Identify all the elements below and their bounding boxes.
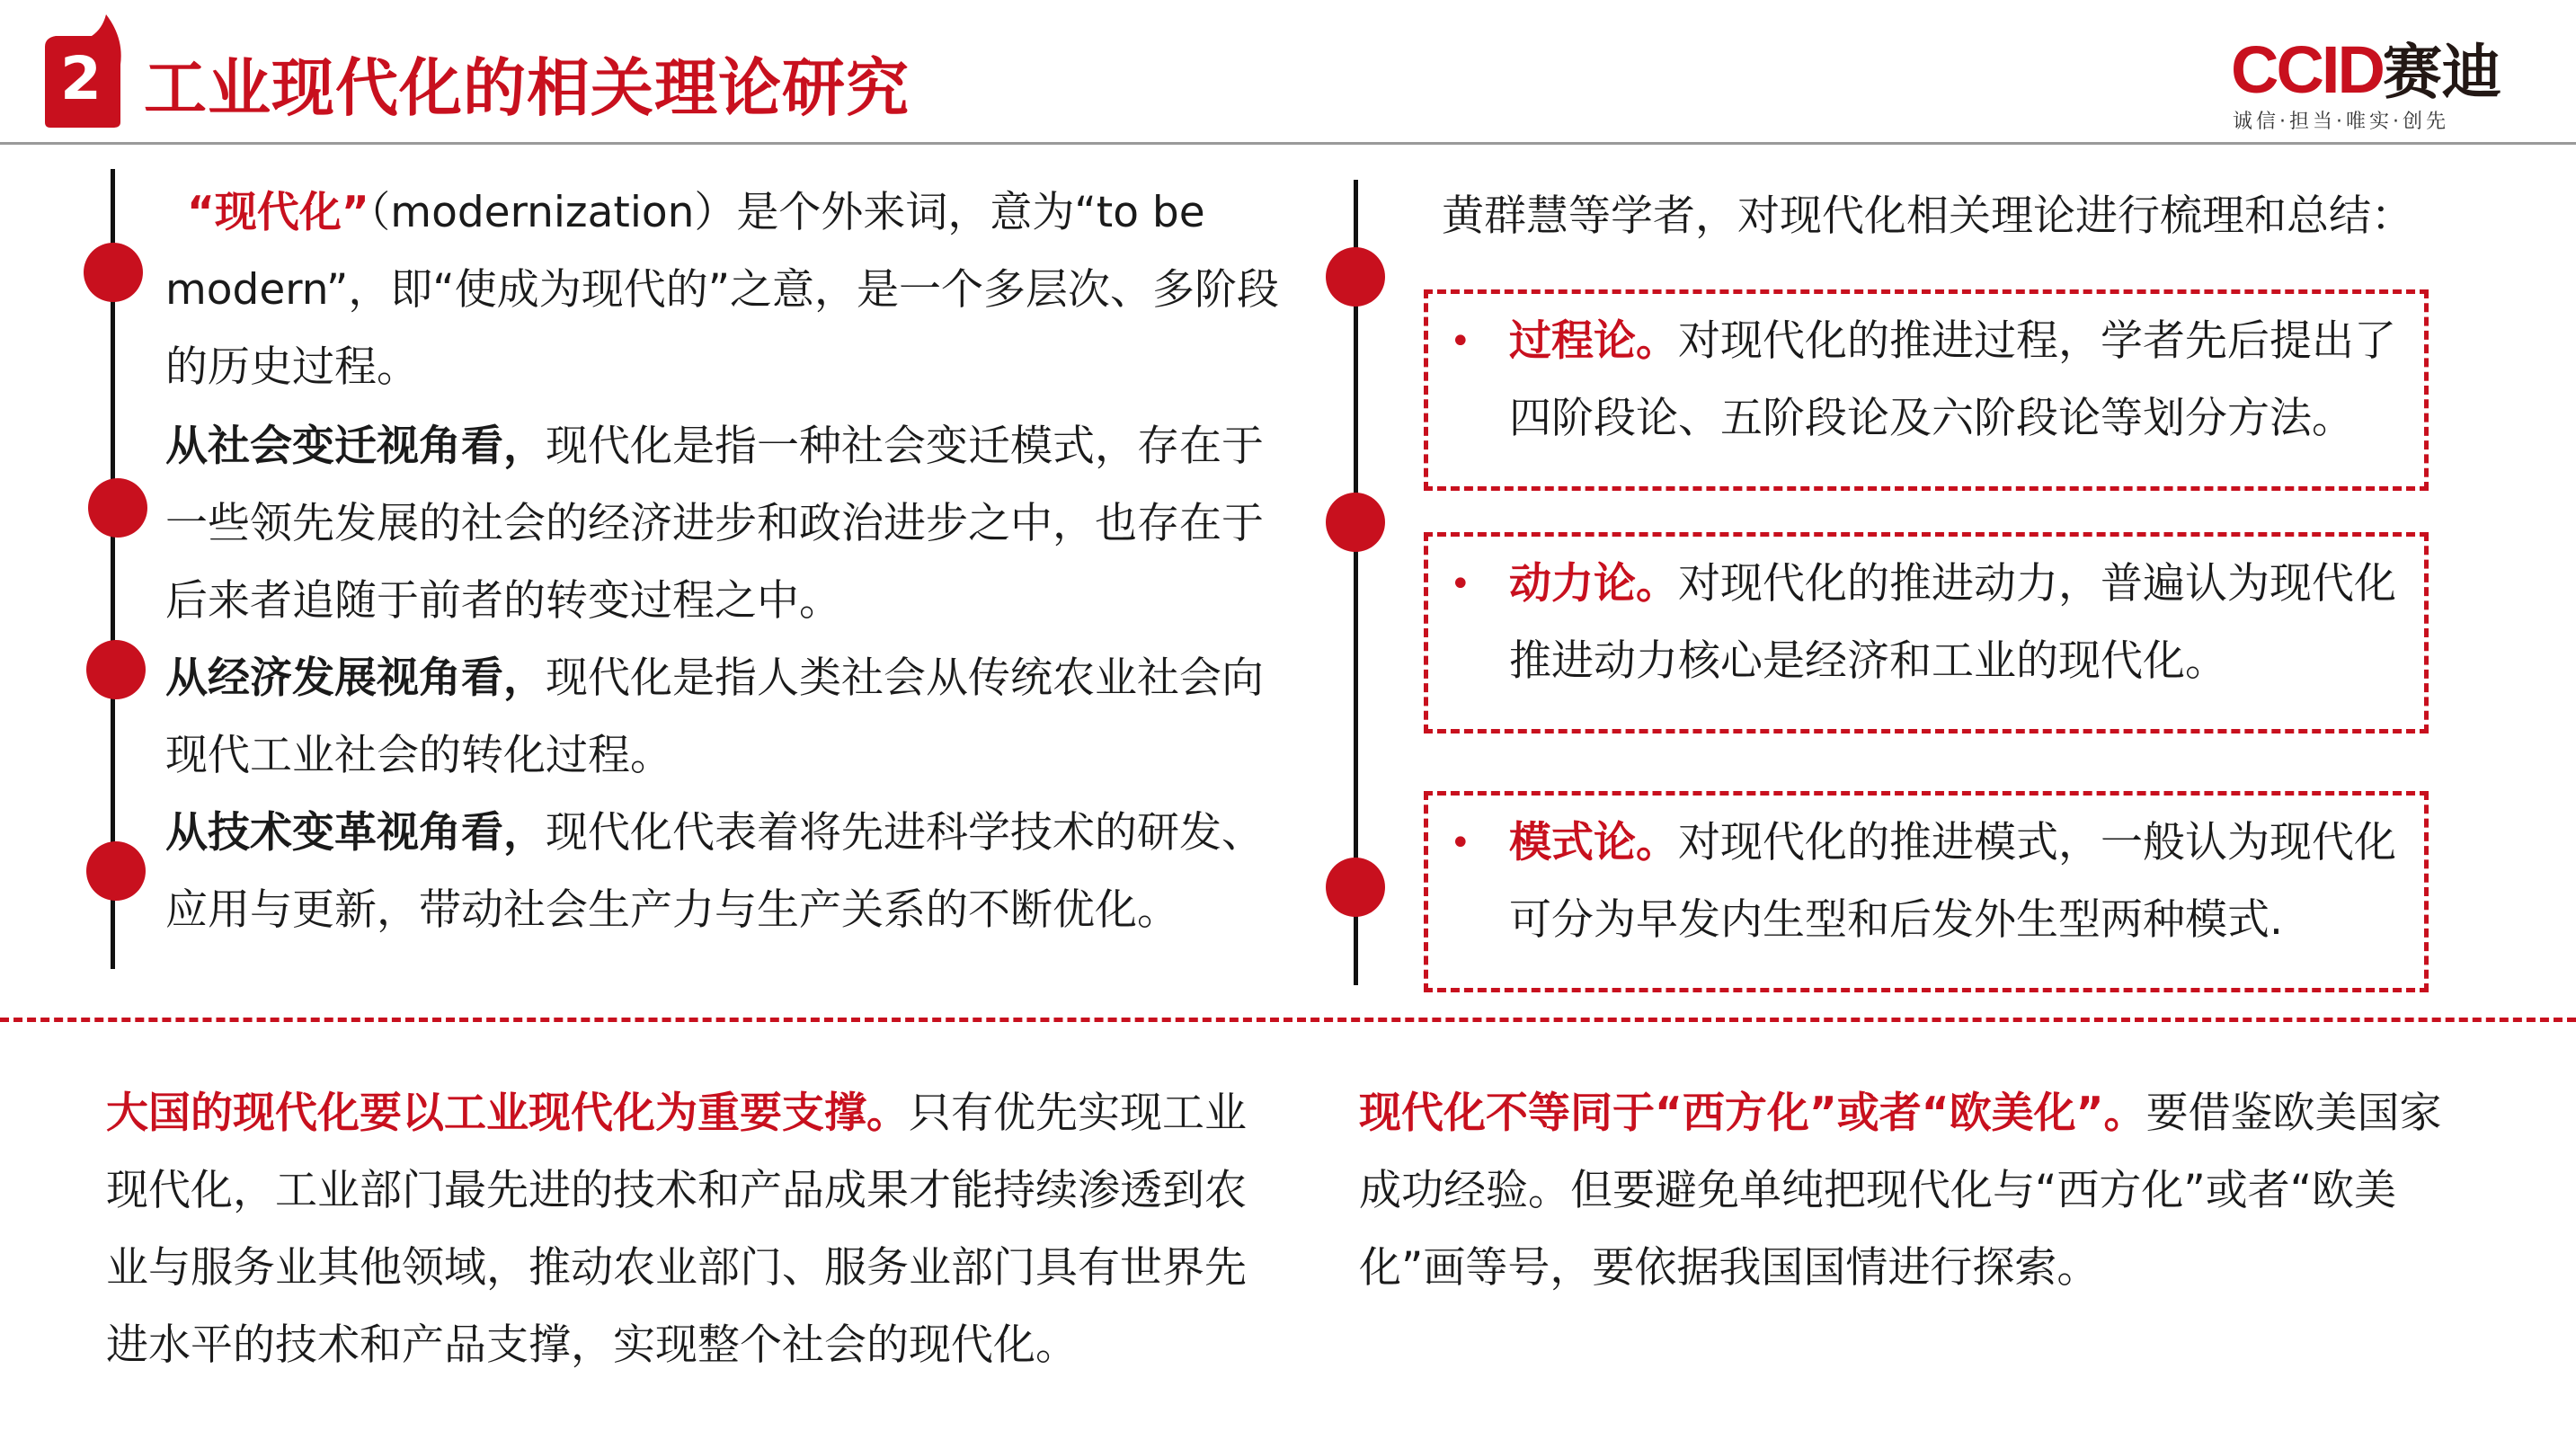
left-paragraph-2 [165, 408, 1280, 640]
left-paragraph-3 [165, 640, 1280, 795]
left-p4-text: 现代化代表着将先进科学技术的研发、应用与更新，带动社会生产力与生产关系的不断优化。 [165, 808, 1264, 935]
left-paragraph-4 [165, 795, 1280, 949]
timeline-dot [84, 243, 143, 302]
bottom-right-paragraph [1359, 1075, 2456, 1307]
theory-box-text [1509, 805, 2417, 959]
timeline-dot [1326, 247, 1385, 307]
timeline-dot [1326, 493, 1385, 552]
theory-box-process [1424, 289, 2429, 491]
theory-box-driver [1424, 532, 2429, 733]
bullet-marker: • [1450, 321, 1471, 362]
theory-box-mode [1424, 791, 2429, 992]
left-paragraph-1 [165, 174, 1280, 406]
ccid-logo [2231, 34, 2527, 133]
theory-box-body: 对现代化的推进过程，学者先后提出了四阶段论、五阶段论及六阶段论等划分方法。 [1509, 316, 2396, 443]
bottom-right-keyword: 现代化不等同于“西方化”或者“欧美化”。 [1359, 1089, 2146, 1138]
bottom-left-text: 只有优先实现工业现代化，工业部门最先进的技术和产品成果才能持续渗透到农业与服务业其他领域，推动农业部门、服务业部门具有世界先进水平的技术和产品支撑，实现整个社会的现代化。 [106, 1089, 1247, 1370]
bullet-marker: • [1450, 564, 1471, 605]
theory-box-keyword: 过程论。 [1509, 316, 1678, 366]
logo-brand-cn: 赛迪 [2382, 38, 2501, 107]
theory-box-body: 对现代化的推进动力，普遍认为现代化推进动力核心是经济和工业的现代化。 [1509, 559, 2396, 686]
theory-box-text [1509, 546, 2417, 700]
bottom-left-keyword: 大国的现代化要以工业现代化为重要支撑。 [106, 1089, 909, 1138]
left-p1-keyword: “现代化” [187, 188, 369, 237]
left-p1-text: （modernization）是个外来词，意为“to be modern”，即“使成为现代的”之意，是一个多层次、多阶段的历史过程。 [165, 188, 1280, 392]
left-p3-keyword: 从经济发展视角看， [165, 653, 546, 703]
right-intro: 黄群慧等学者，对现代化相关理论进行梳理和总结： [1442, 191, 2413, 241]
timeline-dot [1326, 858, 1385, 917]
bottom-left-paragraph [106, 1075, 1275, 1384]
theory-box-body: 对现代化的推进模式，一般认为现代化可分为早发内生型和后发外生型两种模式. [1509, 818, 2396, 945]
logo-slogan: 诚信·担当·唯实·创先 [2233, 111, 2449, 133]
logo-brand [2231, 34, 2501, 109]
theory-box-keyword: 动力论。 [1509, 559, 1678, 609]
section-divider [0, 1018, 2576, 1022]
page-title: 工业现代化的相关理论研究 [144, 51, 910, 125]
bullet-marker: • [1450, 822, 1471, 864]
timeline-dot [86, 640, 146, 699]
header-divider [0, 142, 2576, 145]
left-p3-text: 现代化是指人类社会从传统农业社会向现代工业社会的转化过程。 [165, 653, 1264, 780]
theory-box-keyword: 模式论。 [1509, 818, 1678, 867]
left-p4-keyword: 从技术变革视角看， [165, 808, 546, 858]
bottom-right-text: 要借鉴欧美国家成功经验。但要避免单纯把现代化与“西方化”或者“欧美化”画等号，要依据我国国情进行探索。 [1359, 1089, 2442, 1293]
timeline-dot [88, 478, 147, 538]
left-p2-text: 现代化是指一种社会变迁模式，存在于一些领先发展的社会的经济进步和政治进步之中，也存在于后来者追随于前者的转变过程之中。 [165, 422, 1264, 626]
section-number: 2 [60, 43, 102, 113]
timeline-dot [86, 841, 146, 901]
logo-brand-latin: CCID [2231, 32, 2383, 107]
left-p2-keyword: 从社会变迁视角看， [165, 422, 546, 471]
theory-box-text [1509, 303, 2417, 458]
section-badge [38, 11, 124, 129]
